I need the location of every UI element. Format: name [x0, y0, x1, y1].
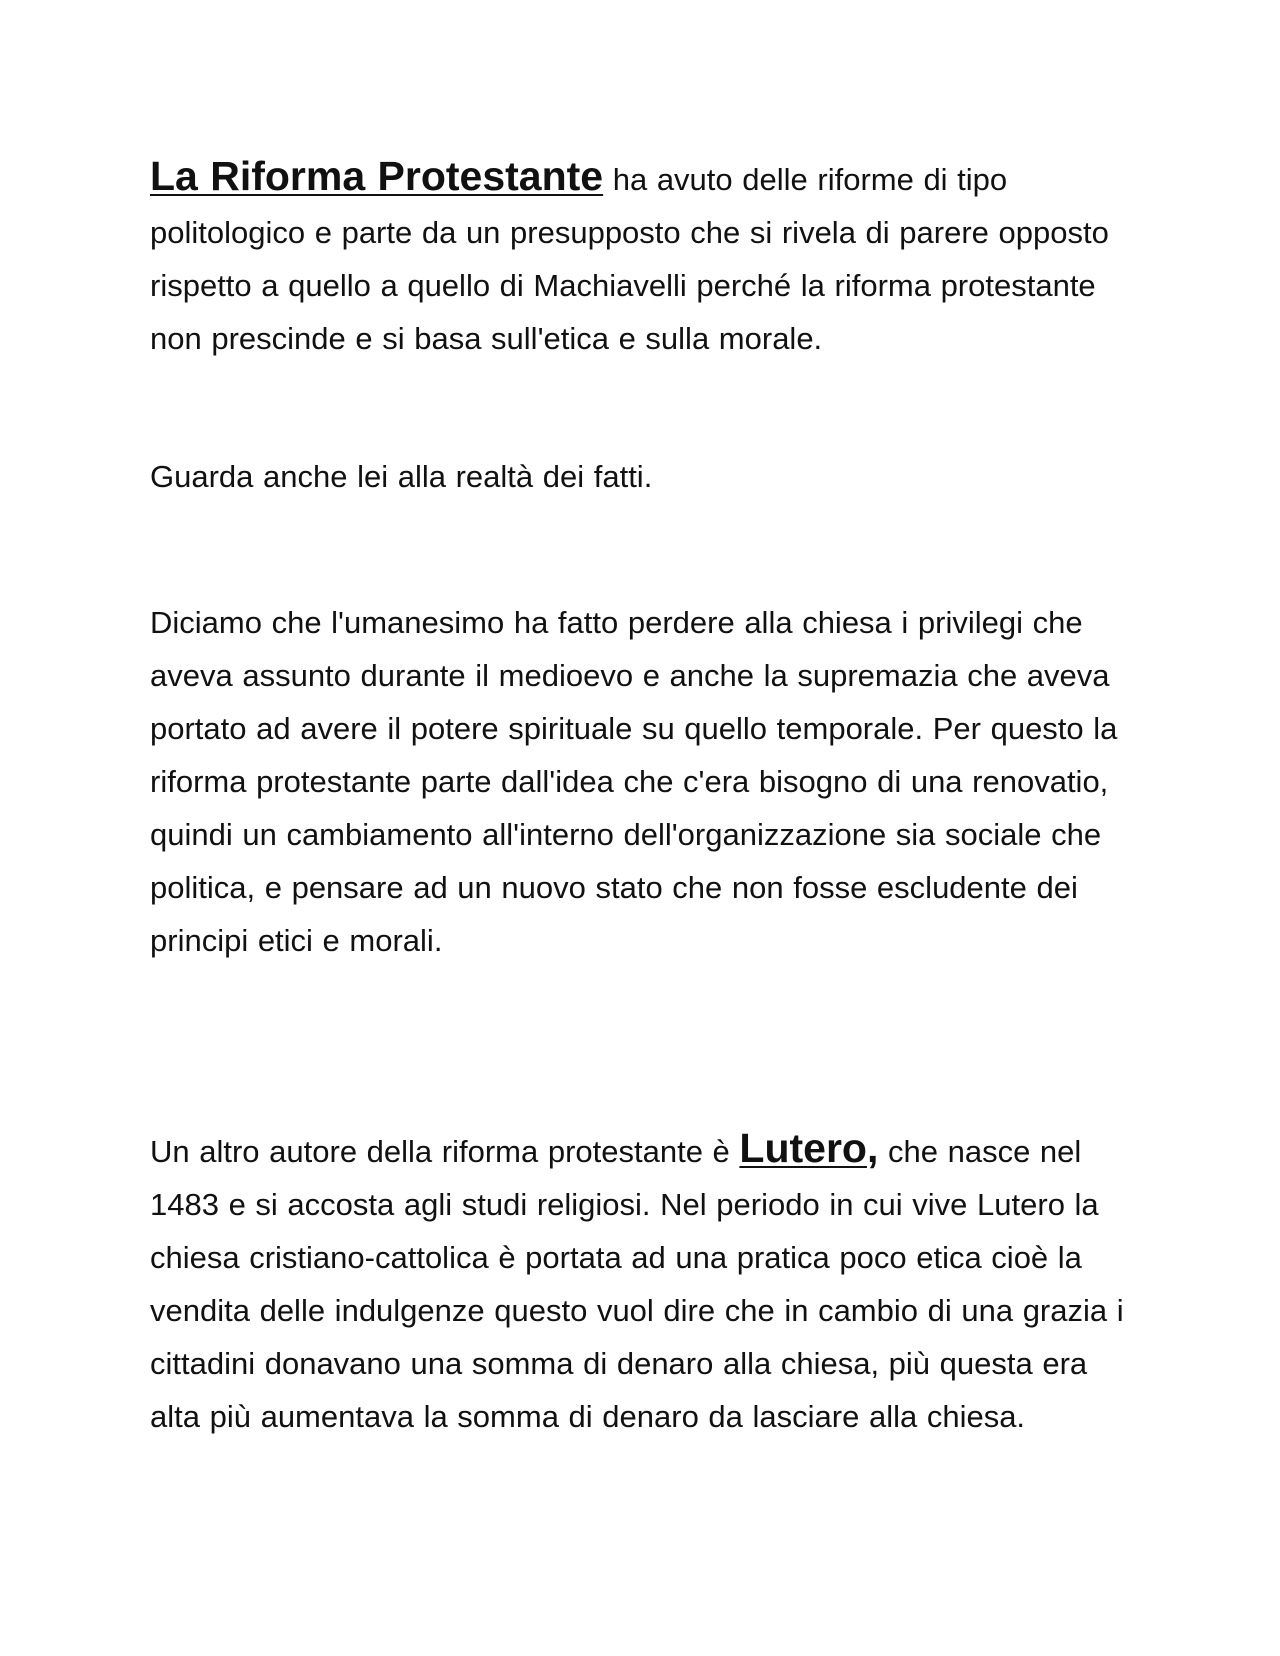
inline-heading-riforma-protestante: La Riforma Protestante — [150, 153, 604, 199]
heading-comma: , — [866, 1125, 879, 1171]
paragraph-text: Guarda anche lei alla realtà dei fatti. — [150, 459, 653, 494]
paragraph-text-before: Un altro autore della riforma protestante è — [150, 1134, 740, 1169]
paragraph-riforma-protestante — [150, 150, 1140, 365]
inline-heading-lutero: Lutero — [739, 1125, 867, 1171]
paragraph-umanesimo — [150, 596, 1140, 967]
paragraph-realta-fatti — [150, 450, 1140, 503]
paragraph-text: ha avuto delle riforme di tipo politologico e parte da un presupposto che si rivela di parere opposto rispetto a quello a quello di Machiavelli perché la riforma protestante non prescinde e si basa sull'etica e sulla morale. — [150, 162, 1109, 356]
paragraph-lutero — [150, 1122, 1140, 1443]
paragraph-text-after: che nasce nel 1483 e si accosta agli studi religiosi. Nel periodo in cui vive Lutero la chiesa cristiano-cattolica è portata ad una pratica poco etica cioè la vendita delle indulgenze questo vuol dire che in cambio di una grazia i cittadini donavano una somma di denaro alla chiesa, più questa era alta più aumentava la somma di denaro da lasciare alla chiesa. — [150, 1134, 1124, 1434]
paragraph-text: Diciamo che l'umanesimo ha fatto perdere alla chiesa i privilegi che aveva assunto durante il medioevo e anche la supremazia che aveva portato ad avere il potere spirituale su quello temporale. Per questo la riforma protestante parte dall'idea che c'era bisogno di una renovatio, quindi un cambiamento all'interno dell'organizzazione sia sociale che politica, e pensare ad un nuovo stato che non fosse escludente dei principi etici e morali. — [150, 605, 1118, 958]
